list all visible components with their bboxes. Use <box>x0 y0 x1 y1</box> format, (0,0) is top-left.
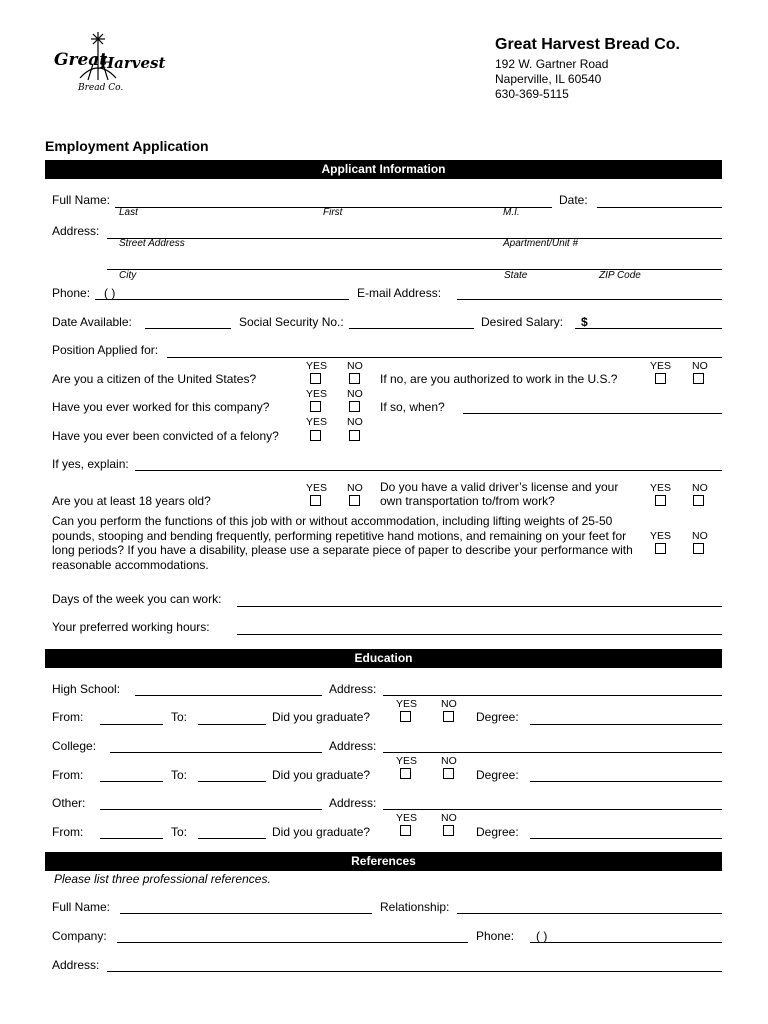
college-from-label: From: <box>52 768 84 782</box>
citizen-yes-label: YES <box>306 360 328 372</box>
college-no-label: NO <box>441 755 457 767</box>
street-address-field[interactable] <box>107 238 722 239</box>
other-address-field[interactable] <box>383 809 722 810</box>
education-section-header: Education <box>45 649 722 668</box>
references-section-header: References <box>45 852 722 871</box>
felony-question: Have you ever been convicted of a felony? <box>52 429 279 443</box>
ref-full-name-label: Full Name: <box>52 900 111 914</box>
desired-salary-label: Desired Salary: <box>481 315 564 329</box>
college-address-label: Address: <box>329 739 377 753</box>
form-title: Employment Application <box>45 138 209 154</box>
ref-phone-label: Phone: <box>476 929 515 943</box>
desired-salary-field[interactable] <box>575 328 722 329</box>
ref-relationship-label: Relationship: <box>380 900 450 914</box>
city-sublabel: City <box>119 270 137 281</box>
other-to-label: To: <box>171 825 188 839</box>
license-question: Do you have a valid driver’s license and your own transportation to/from work? <box>380 480 619 508</box>
hs-degree-field[interactable] <box>530 724 722 725</box>
authorized-question: If no, are you authorized to work in the U.S.? <box>380 372 618 386</box>
other-field[interactable] <box>100 809 322 810</box>
hours-field[interactable] <box>237 634 722 635</box>
hs-graduate-label: Did you graduate? <box>272 710 371 724</box>
license-no-checkbox[interactable] <box>693 495 704 506</box>
ssn-field[interactable] <box>349 328 474 329</box>
full-name-label: Full Name: <box>52 193 111 207</box>
authorized-yes-label: YES <box>650 360 672 372</box>
company-name: Great Harvest Bread Co. <box>495 36 680 53</box>
felony-no-checkbox[interactable] <box>349 430 360 441</box>
phone-paren: ( ) <box>104 286 116 300</box>
license-yes-label: YES <box>650 482 672 494</box>
ssn-label: Social Security No.: <box>239 315 344 329</box>
college-yes-checkbox[interactable] <box>400 768 411 779</box>
phone-field[interactable] <box>95 299 349 300</box>
hs-degree-label: Degree: <box>476 710 519 724</box>
age-no-label: NO <box>347 482 363 494</box>
when-field[interactable] <box>463 413 722 414</box>
svg-text:Great: Great <box>54 50 108 70</box>
worked-no-label: NO <box>347 388 363 400</box>
high-school-label: High School: <box>52 682 121 696</box>
dollar-sign: $ <box>581 315 588 329</box>
company-address-2: Naperville, IL 60540 <box>495 72 602 86</box>
hs-no-label: NO <box>441 698 457 710</box>
functions-yes-label: YES <box>650 530 672 542</box>
references-note: Please list three professional references. <box>54 872 271 886</box>
other-graduate-label: Did you graduate? <box>272 825 371 839</box>
ref-full-name-field[interactable] <box>120 913 372 914</box>
position-label: Position Applied for: <box>52 343 159 357</box>
college-degree-field[interactable] <box>530 781 722 782</box>
high-school-address-field[interactable] <box>383 695 722 696</box>
other-from-field[interactable] <box>100 838 163 839</box>
age-yes-label: YES <box>306 482 328 494</box>
street-sublabel: Street Address <box>119 238 185 249</box>
days-field[interactable] <box>237 606 722 607</box>
company-address-1: 192 W. Gartner Road <box>495 57 609 71</box>
authorized-no-label: NO <box>692 360 708 372</box>
citizen-yes-checkbox[interactable] <box>310 373 321 384</box>
college-to-field[interactable] <box>198 781 266 782</box>
date-label: Date: <box>559 193 588 207</box>
age-yes-checkbox[interactable] <box>310 495 321 506</box>
college-degree-label: Degree: <box>476 768 519 782</box>
address-label: Address: <box>52 224 100 238</box>
company-phone: 630-369-5115 <box>495 87 569 101</box>
worked-no-checkbox[interactable] <box>349 401 360 412</box>
college-label: College: <box>52 739 97 753</box>
mi-sublabel: M.I. <box>503 207 520 218</box>
college-address-field[interactable] <box>383 752 722 753</box>
state-sublabel: State <box>504 270 528 281</box>
date-available-field[interactable] <box>145 328 231 329</box>
other-from-label: From: <box>52 825 84 839</box>
hours-label: Your preferred working hours: <box>52 620 210 634</box>
zip-sublabel: ZIP Code <box>599 270 641 281</box>
phone-label: Phone: <box>52 286 91 300</box>
functions-no-checkbox[interactable] <box>693 543 704 554</box>
other-yes-label: YES <box>396 812 418 824</box>
other-no-checkbox[interactable] <box>443 825 454 836</box>
hs-from-label: From: <box>52 710 84 724</box>
email-field[interactable] <box>457 299 722 300</box>
citizen-no-checkbox[interactable] <box>349 373 360 384</box>
college-graduate-label: Did you graduate? <box>272 768 371 782</box>
age-no-checkbox[interactable] <box>349 495 360 506</box>
other-no-label: NO <box>441 812 457 824</box>
other-degree-label: Degree: <box>476 825 519 839</box>
other-yes-checkbox[interactable] <box>400 825 411 836</box>
hs-to-label: To: <box>171 710 188 724</box>
worked-question: Have you ever worked for this company? <box>52 400 270 414</box>
hs-yes-checkbox[interactable] <box>400 711 411 722</box>
first-sublabel: First <box>323 207 343 218</box>
hs-from-field[interactable] <box>100 724 163 725</box>
ref-phone-field[interactable] <box>530 942 722 943</box>
last-sublabel: Last <box>119 207 138 218</box>
functions-question: Can you perform the functions of this job with or without accommodation, including lifting weights of 25-50 pounds, stooping and bending frequently, performing repetitive hand motions, and remaining on your feet for long periods? If you have a disability, please use a separate piece of paper to describe your performance with reasonable accommodations. <box>52 514 633 572</box>
ref-address-label: Address: <box>52 958 100 972</box>
worked-yes-checkbox[interactable] <box>310 401 321 412</box>
felony-yes-label: YES <box>306 416 328 428</box>
citizen-question: Are you a citizen of the United States? <box>52 372 257 386</box>
citizen-no-label: NO <box>347 360 363 372</box>
days-label: Days of the week you can work: <box>52 592 222 606</box>
ref-address-field[interactable] <box>107 971 722 972</box>
age-question: Are you at least 18 years old? <box>52 494 211 508</box>
position-field[interactable] <box>167 357 722 358</box>
explain-field[interactable] <box>135 470 722 471</box>
ref-company-label: Company: <box>52 929 107 943</box>
date-available-label: Date Available: <box>52 315 132 329</box>
felony-yes-checkbox[interactable] <box>310 430 321 441</box>
license-no-label: NO <box>692 482 708 494</box>
other-address-label: Address: <box>329 796 377 810</box>
when-question: If so, when? <box>380 400 445 414</box>
college-no-checkbox[interactable] <box>443 768 454 779</box>
license-yes-checkbox[interactable] <box>655 495 666 506</box>
high-school-field[interactable] <box>135 695 322 696</box>
college-field[interactable] <box>110 752 322 753</box>
ref-company-field[interactable] <box>117 942 468 943</box>
hs-to-field[interactable] <box>198 724 266 725</box>
hs-no-checkbox[interactable] <box>443 711 454 722</box>
college-from-field[interactable] <box>100 781 163 782</box>
college-yes-label: YES <box>396 755 418 767</box>
functions-no-label: NO <box>692 530 708 542</box>
apt-sublabel: Apartment/Unit # <box>503 238 579 249</box>
ref-relationship-field[interactable] <box>457 913 722 914</box>
felony-no-label: NO <box>347 416 363 428</box>
explain-label: If yes, explain: <box>52 457 129 471</box>
svg-text:Bread Co.: Bread Co. <box>78 83 124 93</box>
email-label: E-mail Address: <box>357 286 442 300</box>
authorized-yes-checkbox[interactable] <box>655 373 666 384</box>
hs-yes-label: YES <box>396 698 418 710</box>
date-field[interactable] <box>597 207 722 208</box>
svg-text:Harvest: Harvest <box>100 54 166 72</box>
functions-yes-checkbox[interactable] <box>655 543 666 554</box>
ref-phone-paren: ( ) <box>536 929 548 943</box>
high-school-address-label: Address: <box>329 682 377 696</box>
great-harvest-logo <box>52 28 166 98</box>
other-to-field[interactable] <box>198 838 266 839</box>
applicant-section-header: Applicant Information <box>45 160 722 179</box>
worked-yes-label: YES <box>306 388 328 400</box>
college-to-label: To: <box>171 768 188 782</box>
other-label: Other: <box>52 796 86 810</box>
other-degree-field[interactable] <box>530 838 722 839</box>
authorized-no-checkbox[interactable] <box>693 373 704 384</box>
